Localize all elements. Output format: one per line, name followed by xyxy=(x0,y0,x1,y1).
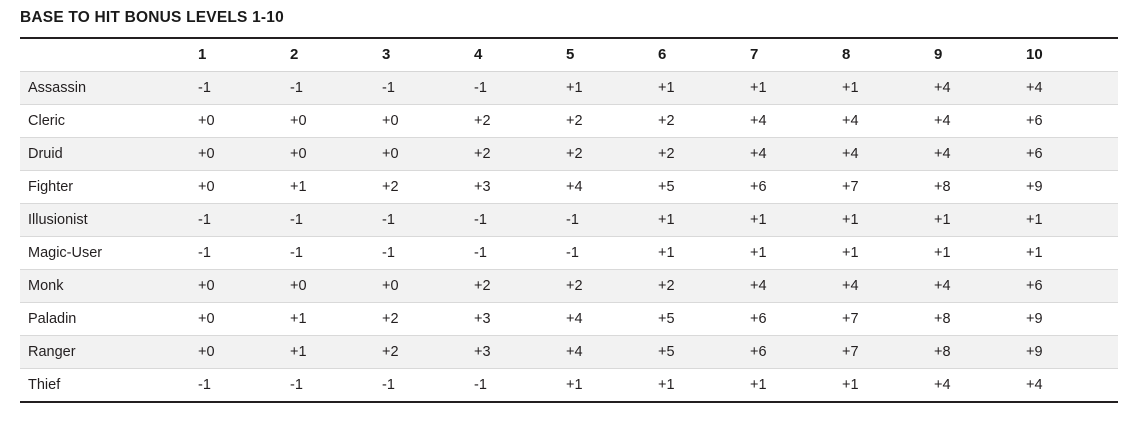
bonus-cell: +3 xyxy=(474,303,566,336)
bonus-cell: +8 xyxy=(934,336,1026,369)
column-header-level-2: 2 xyxy=(290,38,382,72)
column-header-level-9: 9 xyxy=(934,38,1026,72)
bonus-cell: +1 xyxy=(842,237,934,270)
bonus-cell: +2 xyxy=(658,270,750,303)
bonus-cell: +7 xyxy=(842,171,934,204)
page-title: BASE TO HIT BONUS LEVELS 1-10 xyxy=(20,9,284,26)
class-name: Fighter xyxy=(20,171,198,204)
table-row xyxy=(20,204,1118,237)
column-header-level-8: 8 xyxy=(842,38,934,72)
bonus-cell: +1 xyxy=(566,72,658,105)
bonus-cell: -1 xyxy=(474,72,566,105)
bonus-cell: +9 xyxy=(1026,171,1118,204)
bonus-cell: +1 xyxy=(658,72,750,105)
table-row xyxy=(20,72,1118,105)
bonus-cell: +0 xyxy=(382,138,474,171)
class-name: Monk xyxy=(20,270,198,303)
bonus-cell: +2 xyxy=(474,138,566,171)
bonus-cell: +4 xyxy=(1026,369,1118,403)
table-row xyxy=(20,303,1118,336)
bonus-cell: +2 xyxy=(566,270,658,303)
bonus-cell: +2 xyxy=(382,303,474,336)
bonus-cell: +6 xyxy=(1026,105,1118,138)
table-row xyxy=(20,237,1118,270)
table-row xyxy=(20,336,1118,369)
bonus-cell: +1 xyxy=(290,171,382,204)
class-name: Thief xyxy=(20,369,198,403)
bonus-cell: +3 xyxy=(474,171,566,204)
bonus-cell: +4 xyxy=(842,138,934,171)
bonus-cell: +0 xyxy=(290,105,382,138)
table-row xyxy=(20,171,1118,204)
bonus-cell: +0 xyxy=(198,105,290,138)
bonus-cell: +9 xyxy=(1026,336,1118,369)
bonus-cell: +8 xyxy=(934,171,1026,204)
bonus-cell: +2 xyxy=(658,105,750,138)
table-row xyxy=(20,138,1118,171)
bonus-cell: -1 xyxy=(198,204,290,237)
bonus-cell: -1 xyxy=(198,72,290,105)
table-body xyxy=(20,72,1118,403)
class-name: Magic-User xyxy=(20,237,198,270)
bonus-cell: +2 xyxy=(382,171,474,204)
bonus-cell: +6 xyxy=(750,336,842,369)
bonus-cell: -1 xyxy=(382,72,474,105)
bonus-cell: -1 xyxy=(474,204,566,237)
bonus-cell: +0 xyxy=(382,270,474,303)
column-header-level-10: 10 xyxy=(1026,38,1118,72)
bonus-cell: +1 xyxy=(934,204,1026,237)
bonus-cell: -1 xyxy=(290,204,382,237)
bonus-cell: +4 xyxy=(934,369,1026,403)
bonus-cell: +1 xyxy=(842,204,934,237)
bonus-cell: +1 xyxy=(842,72,934,105)
base-to-hit-bonus-table xyxy=(20,37,1118,403)
bonus-cell: +0 xyxy=(290,270,382,303)
table-header-row xyxy=(20,38,1118,72)
bonus-cell: +5 xyxy=(658,336,750,369)
bonus-cell: +4 xyxy=(566,303,658,336)
bonus-cell: +5 xyxy=(658,171,750,204)
bonus-cell: +4 xyxy=(934,270,1026,303)
bonus-cell: +3 xyxy=(474,336,566,369)
column-header-level-6: 6 xyxy=(658,38,750,72)
class-name: Illusionist xyxy=(20,204,198,237)
class-name: Cleric xyxy=(20,105,198,138)
bonus-cell: +1 xyxy=(658,204,750,237)
bonus-cell: +2 xyxy=(566,138,658,171)
bonus-cell: +4 xyxy=(934,105,1026,138)
bonus-cell: +4 xyxy=(1026,72,1118,105)
bonus-cell: +6 xyxy=(1026,270,1118,303)
bonus-cell: +1 xyxy=(1026,237,1118,270)
bonus-cell: +1 xyxy=(842,369,934,403)
bonus-cell: -1 xyxy=(474,237,566,270)
bonus-cell: -1 xyxy=(290,237,382,270)
column-header-level-7: 7 xyxy=(750,38,842,72)
bonus-cell: -1 xyxy=(382,204,474,237)
bonus-cell: +1 xyxy=(750,237,842,270)
bonus-cell: +4 xyxy=(750,270,842,303)
bonus-cell: +9 xyxy=(1026,303,1118,336)
bonus-cell: -1 xyxy=(198,237,290,270)
bonus-cell: +4 xyxy=(934,138,1026,171)
bonus-cell: +6 xyxy=(750,171,842,204)
column-header-level-3: 3 xyxy=(382,38,474,72)
bonus-cell: +2 xyxy=(658,138,750,171)
bonus-cell: +0 xyxy=(198,336,290,369)
bonus-cell: +0 xyxy=(198,138,290,171)
table-row xyxy=(20,105,1118,138)
bonus-cell: -1 xyxy=(198,369,290,403)
bonus-cell: +1 xyxy=(658,369,750,403)
bonus-cell: +0 xyxy=(198,270,290,303)
bonus-cell: +0 xyxy=(382,105,474,138)
bonus-cell: +4 xyxy=(934,72,1026,105)
bonus-cell: -1 xyxy=(566,204,658,237)
column-header-level-4: 4 xyxy=(474,38,566,72)
bonus-cell: +1 xyxy=(750,72,842,105)
bonus-cell: +4 xyxy=(750,138,842,171)
bonus-cell: -1 xyxy=(382,237,474,270)
bonus-cell: +1 xyxy=(290,336,382,369)
table-header xyxy=(20,38,1118,72)
bonus-cell: +7 xyxy=(842,336,934,369)
bonus-cell: -1 xyxy=(382,369,474,403)
bonus-cell: +2 xyxy=(474,270,566,303)
bonus-cell: +1 xyxy=(658,237,750,270)
bonus-cell: +8 xyxy=(934,303,1026,336)
bonus-cell: -1 xyxy=(290,369,382,403)
bonus-cell: +4 xyxy=(842,270,934,303)
bonus-cell: +2 xyxy=(566,105,658,138)
bonus-cell: +1 xyxy=(566,369,658,403)
bonus-cell: +4 xyxy=(566,171,658,204)
bonus-cell: +6 xyxy=(1026,138,1118,171)
bonus-cell: +1 xyxy=(290,303,382,336)
bonus-cell: +1 xyxy=(750,204,842,237)
class-name: Ranger xyxy=(20,336,198,369)
bonus-cell: +2 xyxy=(474,105,566,138)
bonus-cell: +1 xyxy=(1026,204,1118,237)
bonus-cell: +4 xyxy=(566,336,658,369)
bonus-cell: -1 xyxy=(474,369,566,403)
bonus-cell: -1 xyxy=(290,72,382,105)
bonus-cell: -1 xyxy=(566,237,658,270)
table-row xyxy=(20,369,1118,403)
table-row xyxy=(20,270,1118,303)
bonus-cell: +1 xyxy=(934,237,1026,270)
class-name: Paladin xyxy=(20,303,198,336)
class-name: Druid xyxy=(20,138,198,171)
column-header-level-1: 1 xyxy=(198,38,290,72)
bonus-cell: +0 xyxy=(198,171,290,204)
bonus-cell: +1 xyxy=(750,369,842,403)
bonus-cell: +2 xyxy=(382,336,474,369)
bonus-cell: +4 xyxy=(750,105,842,138)
bonus-cell: +6 xyxy=(750,303,842,336)
bonus-cell: +0 xyxy=(198,303,290,336)
column-header-level-5: 5 xyxy=(566,38,658,72)
bonus-cell: +4 xyxy=(842,105,934,138)
column-header-class xyxy=(20,38,198,72)
bonus-cell: +5 xyxy=(658,303,750,336)
bonus-cell: +7 xyxy=(842,303,934,336)
bonus-cell: +0 xyxy=(290,138,382,171)
class-name: Assassin xyxy=(20,72,198,105)
